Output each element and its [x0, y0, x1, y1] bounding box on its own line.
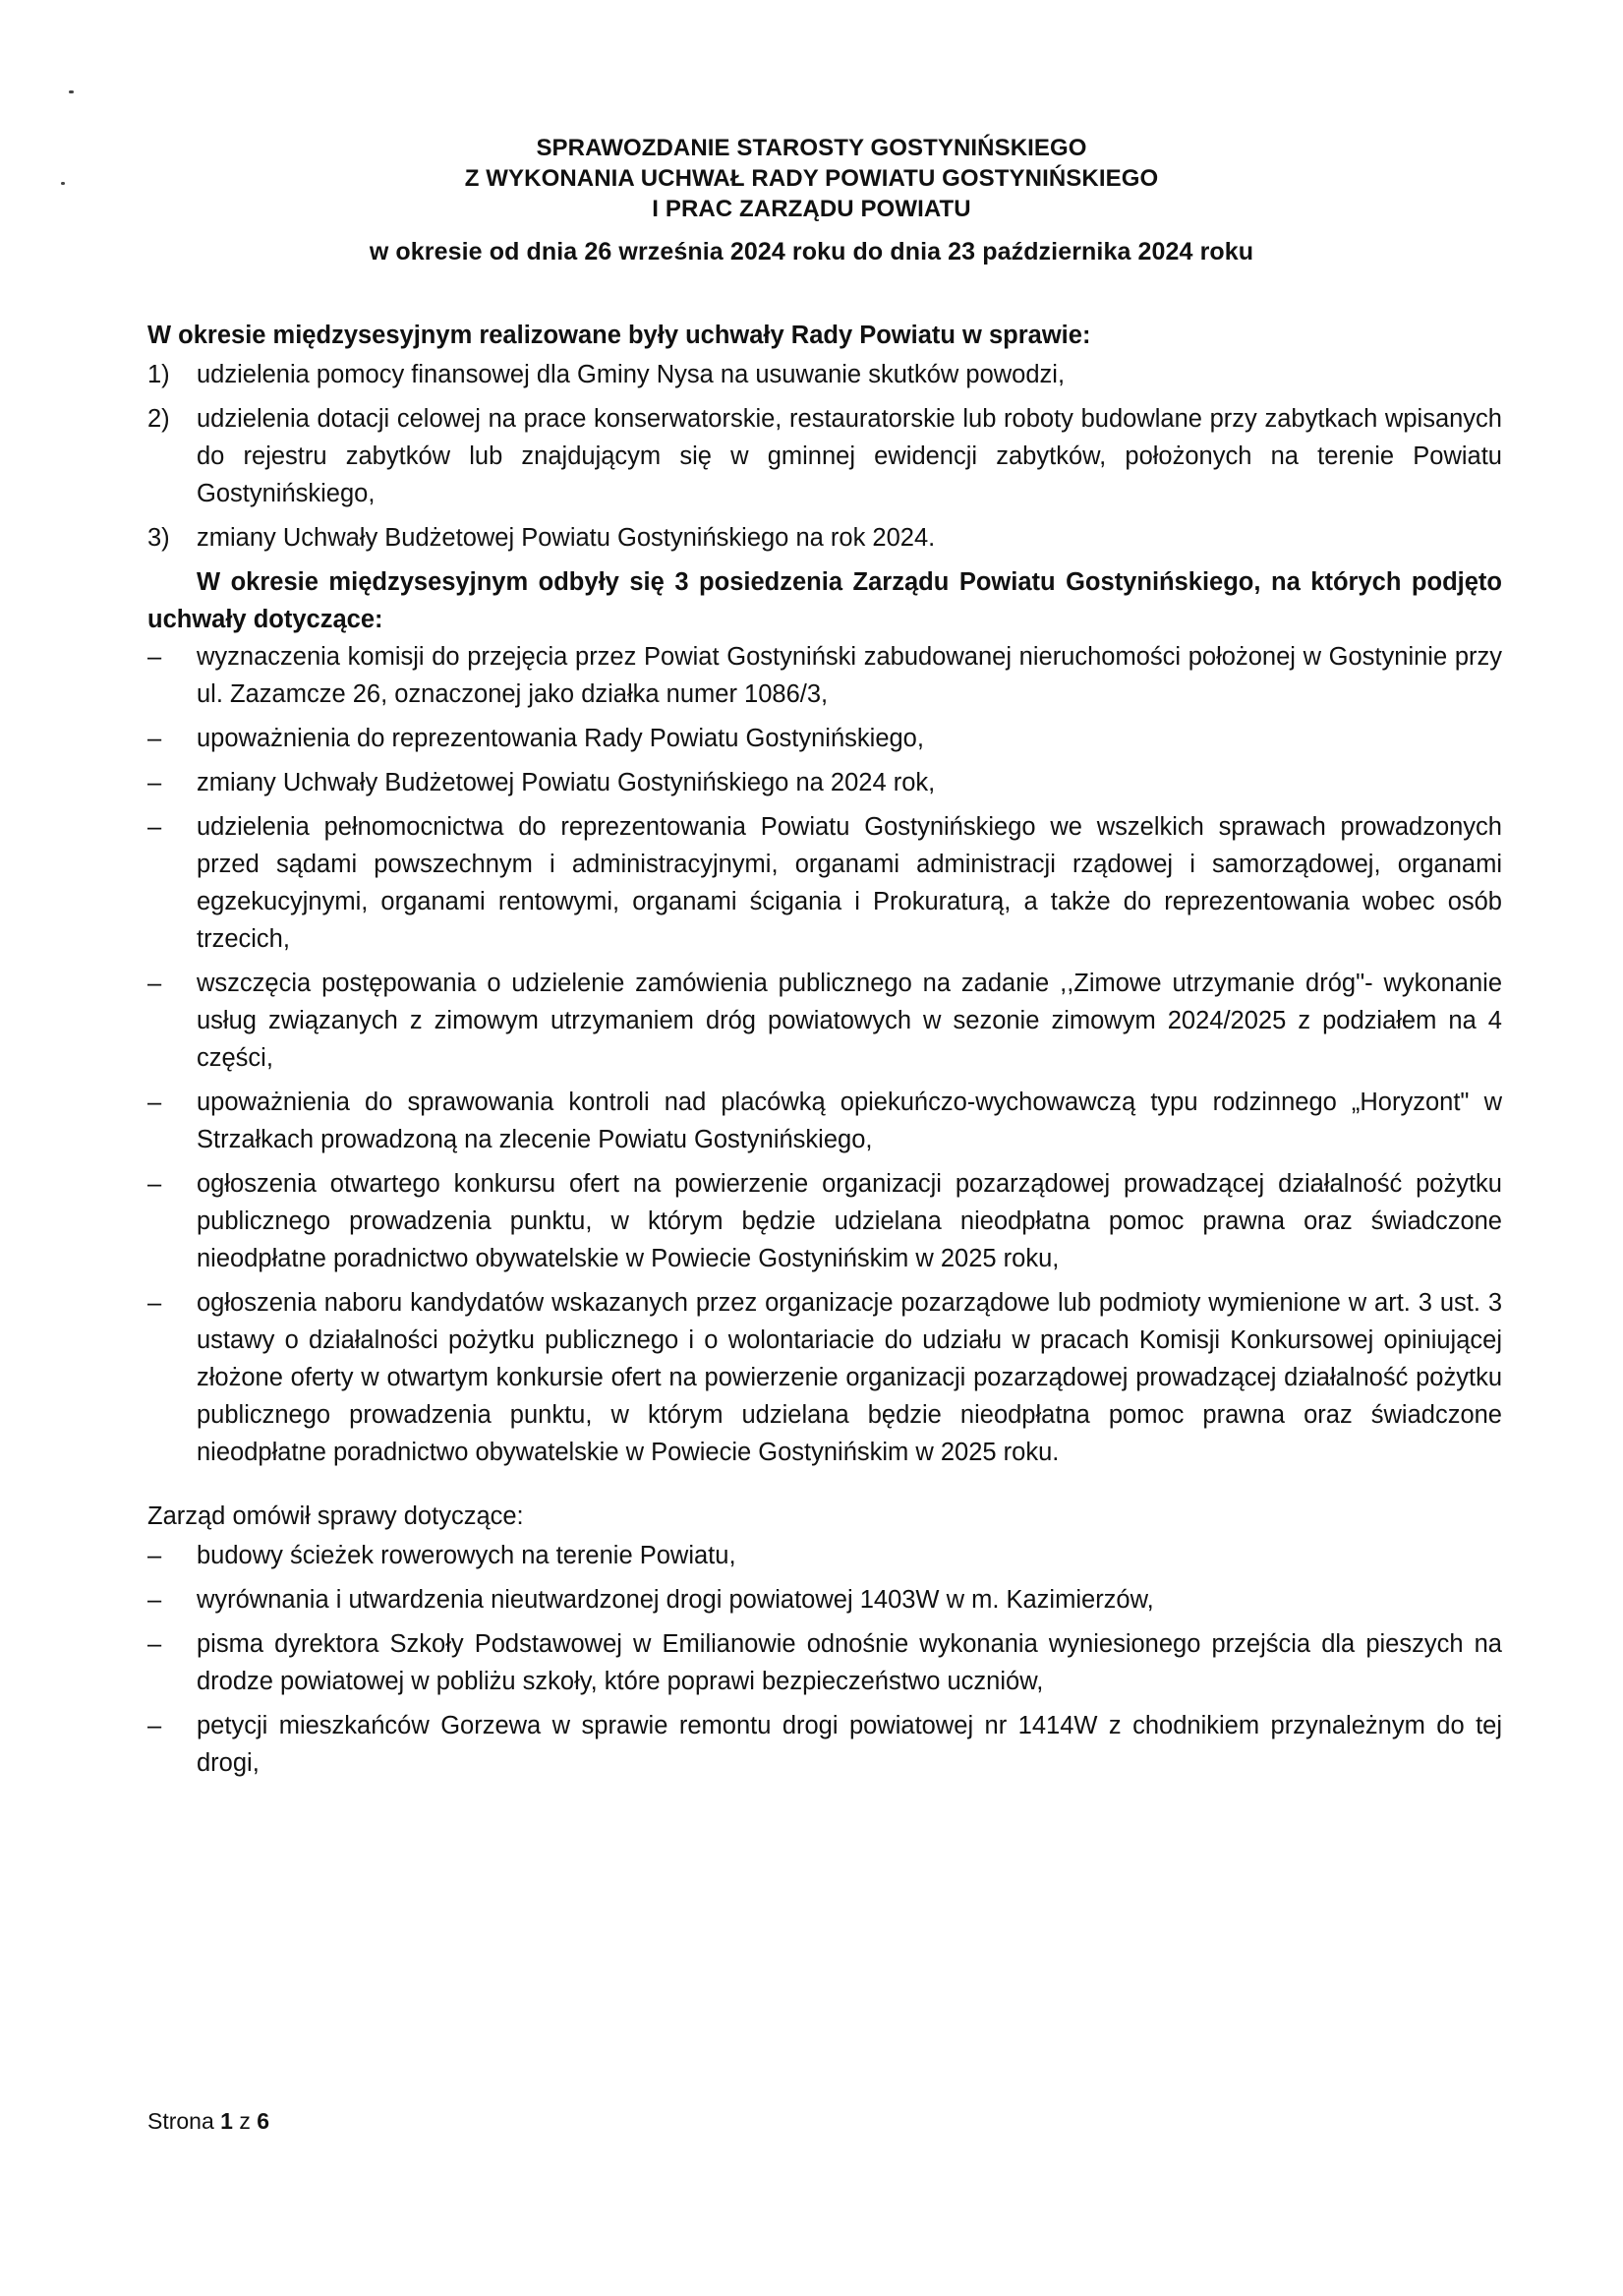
page-number	[147, 2106, 269, 2136]
title-line: I PRAC ZARZĄDU POWIATU	[652, 196, 971, 222]
spacer	[147, 1478, 1502, 1498]
resolutions-heading: W okresie międzysesyjnym realizowane były uchwały Rady Powiatu w sprawie:	[147, 322, 1091, 349]
list-item: – ogłoszenia naboru kandydatów wskazanych przez organizacje pozarządowe lub podmioty wymienione w art. 3 ust. 3 ustawy o działalności pożytku publicznego i o wolontariacie do udziału w pracach Komisji Konkursowej opiniującej złożone oferty w otwartym konkursie ofert na powierzenie organizacji pozarządowej prowadzącej działalność pożytku publicznego prowadzenia punktu, w którym udzielana będzie nieodpłatna pomoc prawna oraz świadczone nieodpłatne poradnictwo obywatelskie w Powiecie Gostynińskim w 2025 roku.	[147, 1289, 1502, 1466]
page-label: Strona	[147, 2108, 214, 2134]
list-item: – ogłoszenia otwartego konkursu ofert na powierzenie organizacji pozarządowej prowadzącej działalność pożytku publicznego prowadzenia punktu, w którym będzie udzielana nieodpłatna pomoc prawna oraz świadczone nieodpłatne poradnictwo obywatelskie w Powiecie Gostynińskim w 2025 roku,	[147, 1170, 1502, 1272]
list-item: – udzielenia pełnomocnictwa do reprezentowania Powiatu Gostynińskiego we wszelkich sprawach prowadzonych przed sądami powszechnym i administracyjnymi, organami administracji rządowej i samorządowej, organami egzekucyjnymi, organami rentowymi, organami ścigania i Prokuraturą, a także do reprezentowania wobec osób trzecich,	[147, 813, 1502, 953]
list-item: – wszczęcia postępowania o udzielenie zamówienia publicznego na zadanie ,,Zimowe utrzymanie dróg"- wykonanie usług związanych z zimowym utrzymaniem dróg powiatowych w sezonie zimowym 2024/2025 z podziałem na 4 części,	[147, 970, 1502, 1072]
list-item: 3) zmiany Uchwały Budżetowej Powiatu Gostynińskiego na rok 2024.	[147, 524, 936, 552]
list-item: – budowy ścieżek rowerowych na terenie Powiatu,	[147, 1542, 736, 1569]
list-item: 2) udzielenia dotacji celowej na prace konserwatorskie, restauratorskie lub roboty budowlane przy zabytkach wpisanych do rejestru zabytków lub znajdującym się w gminnej ewidencji zabytków, położonych na terenie Powiatu Gostynińskiego,	[147, 405, 1502, 507]
list-item: – wyznaczenia komisji do przejęcia przez Powiat Gostyniński zabudowanej nieruchomości położonej w Gostyninie przy ul. Zazamcze 26, oznaczonej jako działka numer 1086/3,	[147, 643, 1502, 708]
board-meetings-heading: W okresie międzysesyjnym odbyły się 3 posiedzenia Zarządu Powiatu Gostynińskiego, na których podjęto uchwały dotyczące:	[147, 568, 1502, 633]
resolutions-list	[147, 356, 1502, 557]
page-separator: z	[239, 2108, 251, 2134]
page-total: 6	[257, 2108, 270, 2134]
report-period: w okresie od dnia 26 września 2024 roku do dnia 23 października 2024 roku	[369, 238, 1254, 265]
title-line: SPRAWOZDANIE STAROSTY GOSTYNIŃSKIEGO	[536, 135, 1087, 161]
page-current: 1	[220, 2108, 233, 2134]
document-title	[0, 133, 1623, 269]
document-body	[147, 317, 1502, 1789]
scan-speck	[69, 90, 74, 93]
list-item: – pisma dyrektora Szkoły Podstawowej w Emilianowie odnośnie wykonania wyniesionego przejścia dla pieszych na drodze powiatowej w pobliżu szkoły, które poprawi bezpieczeństwo uczniów,	[147, 1630, 1502, 1695]
discussed-matters-heading: Zarząd omówił sprawy dotyczące:	[147, 1502, 524, 1530]
title-line: Z WYKONANIA UCHWAŁ RADY POWIATU GOSTYNIŃSKIEGO	[464, 165, 1159, 192]
list-item: 1) udzielenia pomocy finansowej dla Gminy Nysa na usuwanie skutków powodzi,	[147, 361, 1066, 388]
board-resolutions-list	[147, 638, 1502, 1471]
list-item: – upoważnienia do sprawowania kontroli nad placówką opiekuńczo-wychowawczą typu rodzinnego „Horyzont" w Strzałkach prowadzoną na zlecenie Powiatu Gostynińskiego,	[147, 1089, 1502, 1153]
discussed-matters-list	[147, 1537, 1502, 1782]
list-item: – petycji mieszkańców Gorzewa w sprawie remontu drogi powiatowej nr 1414W z chodnikiem przynależnym do tej drogi,	[147, 1712, 1502, 1777]
list-item: – zmiany Uchwały Budżetowej Powiatu Gostynińskiego na 2024 rok,	[147, 769, 936, 796]
list-item: – wyrównania i utwardzenia nieutwardzonej drogi powiatowej 1403W w m. Kazimierzów,	[147, 1586, 1154, 1614]
list-item: – upoważnienia do reprezentowania Rady Powiatu Gostynińskiego,	[147, 725, 924, 752]
